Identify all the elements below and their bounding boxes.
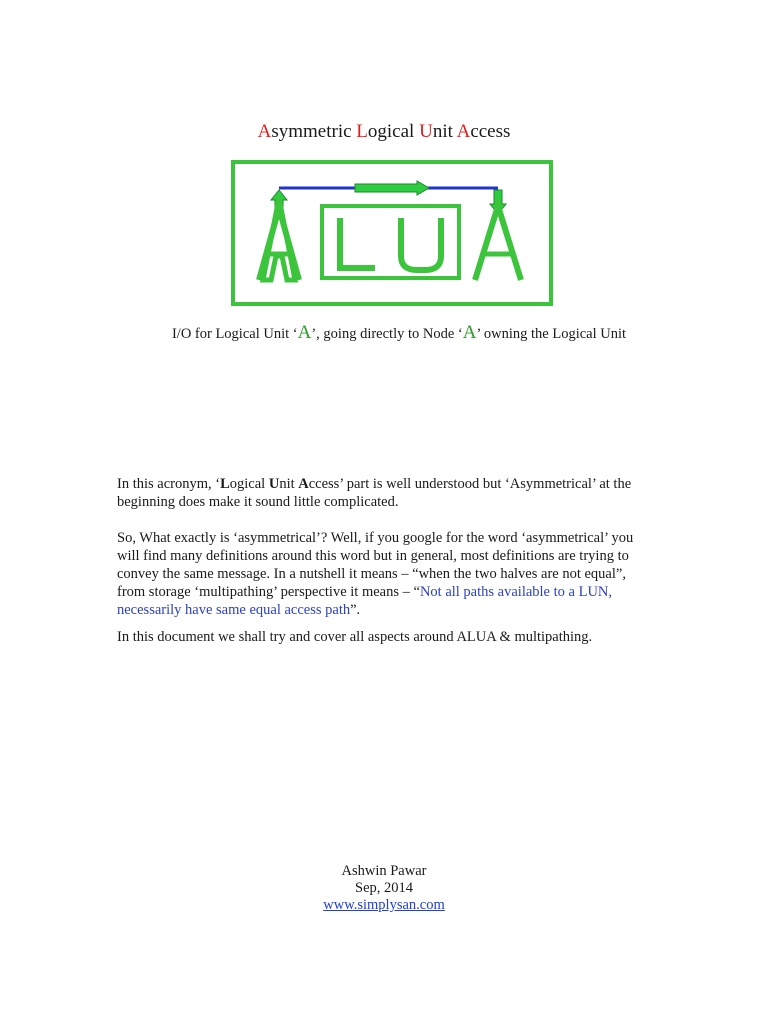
paragraph-intro bbox=[117, 475, 657, 511]
paragraph-scope: In this document we shall try and cover all aspects around ALUA & multipathing. bbox=[117, 629, 593, 645]
logo-caption bbox=[0, 323, 768, 344]
alua-io-path-diagram-icon bbox=[235, 164, 549, 302]
document-title bbox=[0, 120, 768, 144]
caption-text-3: ’ owning the Logical Unit bbox=[476, 326, 627, 342]
publish-date: Sep, 2014 bbox=[355, 880, 413, 896]
website-line bbox=[0, 896, 768, 914]
p1-u-rest: nit bbox=[279, 476, 299, 492]
p2-end: ”. bbox=[350, 602, 361, 618]
logo-letter-u bbox=[401, 218, 441, 270]
title-letter-l: L bbox=[356, 121, 368, 142]
author-name: Ashwin Pawar bbox=[341, 863, 427, 879]
title-word-nit: nit bbox=[432, 121, 457, 142]
title-word-symmetric: symmetric bbox=[271, 121, 357, 142]
logo-letter-a-right bbox=[475, 206, 521, 280]
p2-highlight: Not all paths available to a LUN, necessarily have same equal access path bbox=[117, 584, 613, 618]
caption-letter-a2: A bbox=[462, 322, 477, 343]
title-word-ccess: ccess bbox=[470, 121, 511, 142]
p1-l-bold: L bbox=[220, 476, 230, 492]
website-link[interactable]: www.simplysan.com bbox=[323, 897, 445, 913]
caption-letter-a1: A bbox=[297, 322, 312, 343]
p1-u-bold: U bbox=[268, 476, 280, 492]
p1-l-rest: ogical bbox=[229, 476, 269, 492]
logo-letter-l bbox=[340, 218, 375, 268]
title-letter-u: U bbox=[419, 121, 433, 142]
p1-a-bold: A bbox=[298, 476, 309, 492]
p2-text: So, What exactly is ‘asymmetrical’? Well, if you google for the word ‘asymmetrical’ you will find many definitions around this word but in general, most definitions are trying to convey the same message. In a nutshell it means – “when the two halves are not equal”, from storage ‘multipathing’ perspective it means – “ bbox=[117, 530, 634, 600]
io-arrow-right-icon bbox=[355, 181, 429, 195]
paragraph-definition bbox=[117, 529, 657, 619]
title-word-ogical: ogical bbox=[367, 121, 420, 142]
p1-a-rest: ccess’ part is well understood but ‘Asymmetrical’ at the beginning does make it sound little complicated. bbox=[117, 476, 632, 510]
title-letter-a2: A bbox=[456, 121, 471, 142]
caption-text-2: ’, going directly to Node ‘ bbox=[311, 326, 463, 342]
alua-logo bbox=[231, 160, 553, 306]
p1-pre: In this acronym, ‘ bbox=[117, 476, 221, 492]
caption-text-1: I/O for Logical Unit ‘ bbox=[171, 326, 298, 342]
title-letter-a: A bbox=[257, 121, 272, 142]
